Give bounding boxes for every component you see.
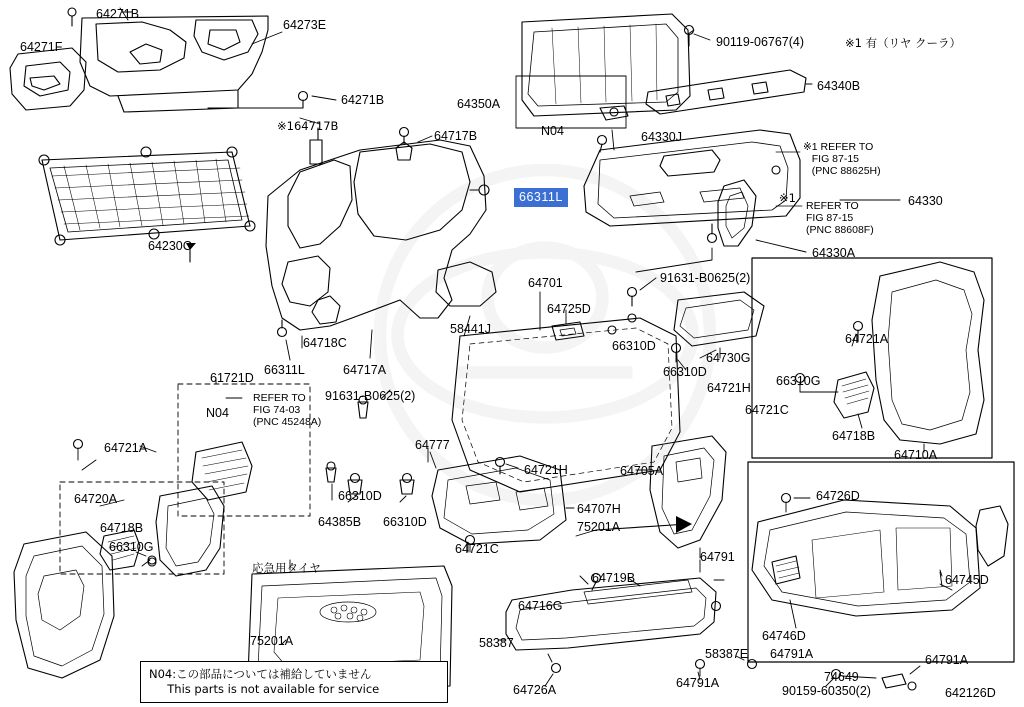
part-number-label[interactable]: 64720A <box>74 492 118 506</box>
part-number-label[interactable]: 64721C <box>745 403 789 417</box>
part-number-label[interactable]: 58387 <box>479 636 514 650</box>
part-number-label[interactable]: 64385B <box>318 515 362 529</box>
part-number-label[interactable]: 642126D <box>945 686 996 700</box>
part-number-label[interactable]: 64701 <box>528 276 563 290</box>
refer-note-2: REFER TO FIG 87-15 (PNC 88608F) <box>806 200 874 236</box>
part-number-label[interactable]: 64718B <box>100 521 144 535</box>
part-number-label[interactable]: 64710A <box>894 448 938 462</box>
part-number-label[interactable]: 66311L <box>264 363 305 377</box>
part-number-label[interactable]: 66310D <box>663 365 707 379</box>
part-number-label[interactable]: 64340B <box>817 79 861 93</box>
part-number-label[interactable]: 64746D <box>762 629 806 643</box>
part-number-label[interactable]: 64777 <box>415 438 450 452</box>
part-number-label[interactable]: 64717B <box>434 129 478 143</box>
part-number-label[interactable]: 64350A <box>457 97 501 111</box>
part-number-label[interactable]: 61721D <box>210 371 254 385</box>
part-number-label[interactable]: 64791A <box>676 676 720 690</box>
part-number-label[interactable]: 66310D <box>612 339 656 353</box>
part-number-label[interactable]: N04 <box>206 406 229 420</box>
part-number-label[interactable]: 64791A <box>925 653 969 667</box>
part-number-label[interactable]: 64719B <box>592 571 636 585</box>
part-number-label[interactable]: 64718C <box>303 336 347 350</box>
part-number-label[interactable]: 66310G <box>109 540 154 554</box>
part-number-label[interactable]: 64721H <box>524 463 568 477</box>
part-number-label[interactable]: 64721H <box>707 381 751 395</box>
refer-note-3: REFER TO FIG 74-03 (PNC 45248A) <box>253 392 322 428</box>
part-number-label[interactable]: 66310G <box>776 374 821 388</box>
part-number-label[interactable]: 64726A <box>513 683 557 697</box>
part-number-label[interactable]: 64718B <box>832 429 876 443</box>
part-number-label[interactable]: 64725D <box>547 302 591 316</box>
part-number-label[interactable]: 64791A <box>770 647 814 661</box>
part-number-label[interactable]: 64271B <box>96 7 140 21</box>
part-number-label[interactable]: 91631-B0625(2) <box>325 389 416 403</box>
part-number-label[interactable]: 64791 <box>700 550 735 564</box>
part-number-label[interactable]: 66310D <box>383 515 427 529</box>
part-number-label[interactable]: 66310D <box>338 489 382 503</box>
part-number-label[interactable]: 64330 <box>908 194 943 208</box>
part-number-label[interactable]: 64271F <box>20 40 63 54</box>
part-number-label[interactable]: 64273E <box>283 18 327 32</box>
part-number-label[interactable]: 64717A <box>343 363 387 377</box>
part-number-label[interactable]: 64721C <box>455 542 499 556</box>
part-number-label[interactable]: N04 <box>541 124 564 138</box>
part-number-label[interactable]: ※164717B <box>277 119 339 133</box>
part-number-label[interactable]: 64745D <box>945 573 989 587</box>
part-number-label[interactable]: 64721A <box>104 441 148 455</box>
part-number-label[interactable]: 64230C <box>148 239 192 253</box>
part-number-label[interactable]: 58441J <box>450 322 492 336</box>
part-number-label[interactable]: 90119-06767(4) <box>716 35 805 49</box>
part-number-label[interactable]: 90159-60350(2) <box>782 684 871 698</box>
part-number-label[interactable]: 75201A <box>577 520 621 534</box>
part-number-label[interactable]: 64330A <box>812 246 856 260</box>
refer-note-1: ※1 REFER TO FIG 87-15 (PNC 88625H) <box>803 141 881 177</box>
part-number-label[interactable]: ※1 有（リヤ クーラ） <box>845 36 962 50</box>
part-number-label[interactable]: 91631-B0625(2) <box>660 271 751 285</box>
part-number-label[interactable]: ※1 <box>779 191 796 205</box>
part-number-label[interactable]: 応急用タイヤ <box>252 561 321 575</box>
part-number-label[interactable]: 64271B <box>341 93 385 107</box>
part-number-label[interactable]: 75201A <box>250 634 294 648</box>
part-number-label[interactable]: 64716G <box>518 599 563 613</box>
part-number-label[interactable]: 58387E <box>705 647 749 661</box>
part-number-label[interactable]: 64726D <box>816 489 860 503</box>
part-number-label[interactable]: 64707H <box>577 502 621 516</box>
part-number-label[interactable]: 64730G <box>706 351 751 365</box>
part-number-label[interactable]: 64721A <box>845 332 889 346</box>
service-note-box: N04:この部品については補給していません This parts is not available for service <box>140 661 448 703</box>
part-number-label[interactable]: 64330J <box>641 130 683 144</box>
part-number-label[interactable]: 64705A <box>620 464 664 478</box>
part-number-label[interactable]: 74649 <box>824 670 859 684</box>
highlighted-part-number[interactable]: 66311L <box>514 188 568 207</box>
